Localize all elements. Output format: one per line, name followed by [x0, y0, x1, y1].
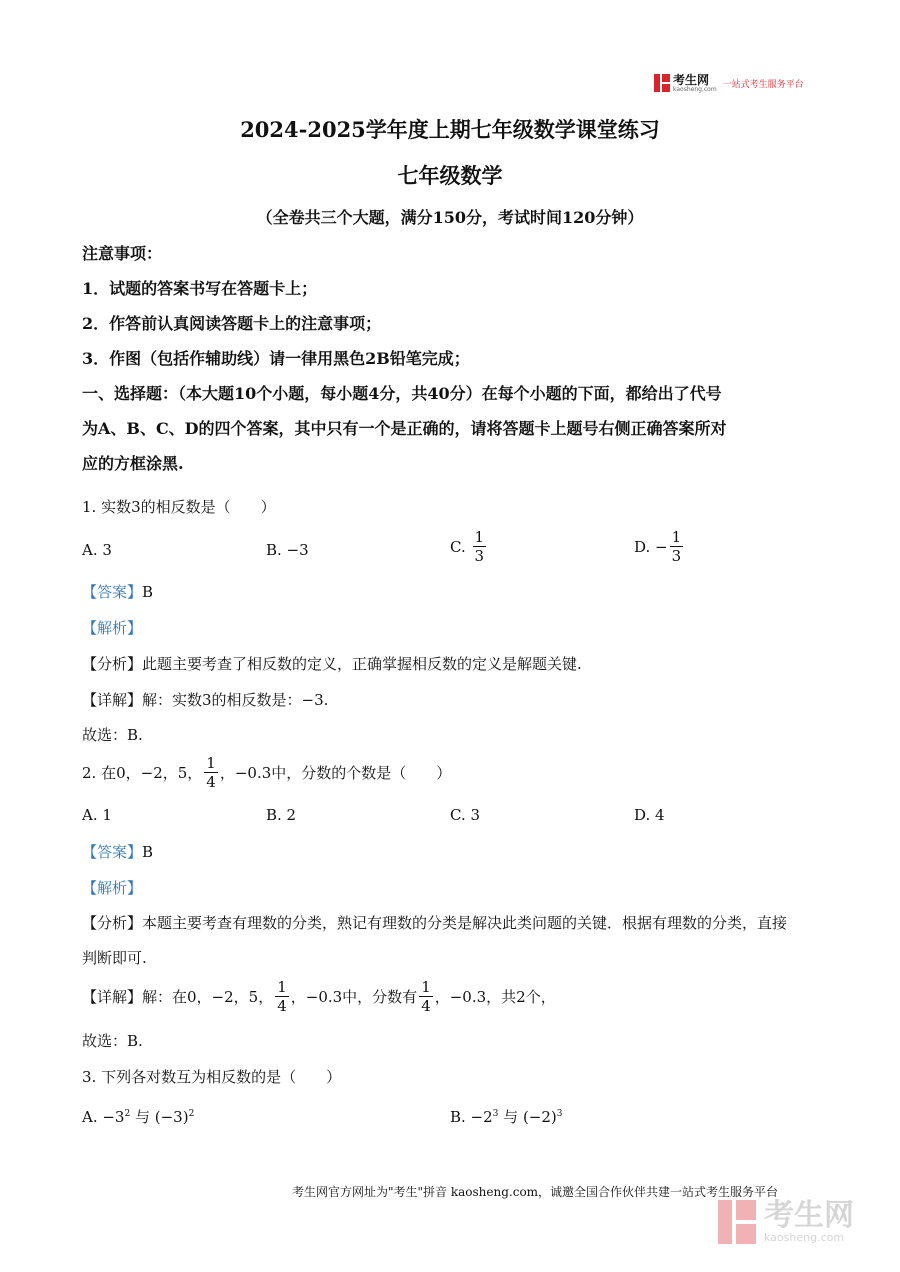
- exponent: 3: [492, 1109, 499, 1119]
- section-instructions: 一、选择题：（本大题10个小题，每小题4分，共40分）在每个小题的下面，都给出了代号: [82, 384, 722, 403]
- fraction: [473, 528, 487, 565]
- notice-item: 1．试题的答案书写在答题卡上；: [82, 279, 318, 298]
- answer-tag: 【答案】: [82, 843, 143, 861]
- analysis-tag: 【解析】: [82, 879, 143, 897]
- solution-text: [82, 978, 556, 1015]
- answer-line: [82, 581, 153, 602]
- watermark-name: 考生网: [764, 1198, 854, 1233]
- choice-text: 故选：B.: [82, 1032, 143, 1050]
- fraction: [419, 978, 433, 1015]
- numerator: 1: [474, 528, 485, 546]
- analysis-text: 【分析】此题主要考查了相反数的定义，正确掌握相反数的定义是解题关键.: [82, 655, 582, 673]
- logo-name: 考生网: [673, 72, 710, 87]
- stem-text: 2. 在0，−2，5，: [82, 764, 203, 782]
- option-d: D. 4: [634, 806, 665, 824]
- expr-part: 与 (−2): [498, 1108, 557, 1126]
- option-b: B. −3: [266, 541, 309, 559]
- answer-tag: 【答案】: [82, 583, 143, 601]
- analysis-text: 【分析】本题主要考查有理数的分类，熟记有理数的分类是解决此类问题的关键．根据有理数的分类，直接: [82, 914, 788, 932]
- solution-text: 【详解】解：实数3的相反数是：−3.: [82, 691, 329, 709]
- solution-part: ，−0.3中，分数有: [290, 988, 418, 1006]
- solution-part: 【详解】解：在0，−2，5，: [82, 988, 274, 1006]
- option-c: C. 3: [450, 806, 481, 824]
- notice-item: 2．作答前认真阅读答题卡上的注意事项；: [82, 314, 382, 333]
- denominator: 4: [421, 997, 431, 1015]
- option-label: D. −: [634, 537, 668, 556]
- site-logo: [654, 72, 804, 94]
- answer-value: B: [142, 583, 154, 601]
- watermark-logo-icon: [718, 1200, 758, 1244]
- logo-url: kaosheng.com: [673, 85, 717, 93]
- option-b: [450, 1106, 563, 1127]
- page-title: 2024-2025学年度上期七年级数学课堂练习: [240, 117, 660, 142]
- logo-slogan: 一站式考生服务平台: [722, 79, 804, 90]
- numerator: 1: [277, 978, 287, 996]
- fraction: [204, 754, 218, 791]
- exponent: 2: [124, 1109, 131, 1119]
- numerator: 1: [206, 754, 216, 772]
- option-b: B. 2: [266, 806, 297, 824]
- fraction: [275, 978, 289, 1015]
- option-a: A. 3: [82, 541, 112, 559]
- option-d: [634, 528, 685, 565]
- section-instructions: 应的方框涂黑.: [82, 454, 184, 473]
- watermark: [718, 1200, 854, 1244]
- expr-part: A. −3: [82, 1108, 125, 1126]
- option-a: [82, 1106, 194, 1127]
- numerator: 1: [671, 528, 682, 546]
- solution-part: ，−0.3，共2个，: [434, 988, 556, 1006]
- logo-icon: [654, 74, 670, 92]
- option-c: [450, 528, 488, 565]
- analysis-tag: 【解析】: [82, 619, 143, 637]
- question-stem: 3. 下列各对数互为相反数的是（ ）: [82, 1068, 342, 1086]
- exam-info: （全卷共三个大题，满分150分，考试时间120分钟）: [256, 208, 644, 227]
- fraction: [670, 528, 684, 565]
- exponent: 3: [556, 1109, 563, 1119]
- exponent: 2: [188, 1109, 195, 1119]
- footer-text: 考生网官方网址为"考生"拼音 kaosheng.com，诚邀全国合作伙伴共建一站式考生服务平台: [292, 1185, 779, 1199]
- question-stem: 1. 实数3的相反数是（ ）: [82, 498, 276, 516]
- expr-part: 与 (−3): [130, 1108, 189, 1126]
- question-stem: [82, 754, 451, 791]
- option-a: A. 1: [82, 806, 112, 824]
- answer-line: [82, 841, 153, 862]
- answer-value: B: [142, 843, 154, 861]
- section-instructions: 为A、B、C、D的四个答案，其中只有一个是正确的，请将答题卡上题号右侧正确答案所对: [82, 419, 727, 438]
- notice-heading: 注意事项：: [82, 244, 163, 263]
- choice-text: 故选：B.: [82, 726, 143, 744]
- notice-item: 3．作图（包括作辅助线）请一律用黑色2B铅笔完成；: [82, 349, 470, 368]
- denominator: 4: [277, 997, 287, 1015]
- stem-text: ，−0.3中，分数的个数是（ ）: [219, 764, 452, 782]
- denominator: 3: [474, 547, 485, 565]
- numerator: 1: [421, 978, 431, 996]
- watermark-url: kaosheng.com: [764, 1231, 845, 1244]
- denominator: 3: [671, 547, 682, 565]
- page-subtitle: 七年级数学: [397, 163, 503, 188]
- expr-part: B. −2: [450, 1108, 493, 1126]
- option-label: C.: [450, 537, 466, 556]
- analysis-text: 判断即可.: [82, 949, 147, 967]
- denominator: 4: [206, 773, 216, 791]
